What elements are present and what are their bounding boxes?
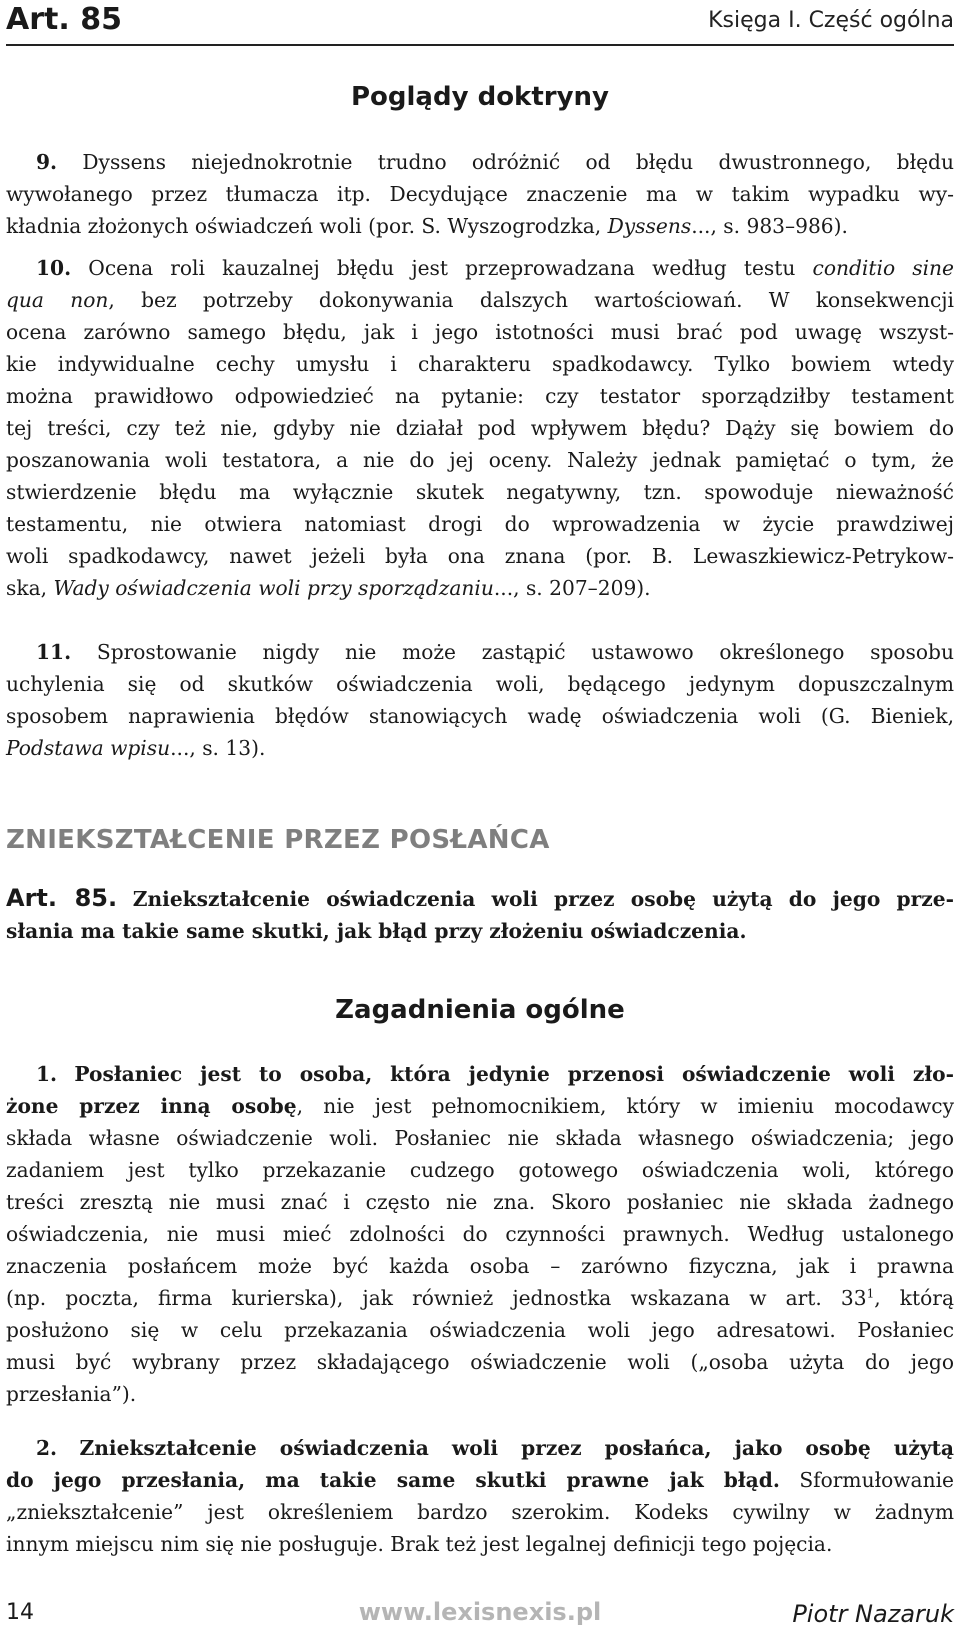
text-line: oświadczenia, nie musi mieć zdolności do czynności prawnych. Według ustalonego xyxy=(6,1222,954,1246)
author-name: Piotr Nazaruk xyxy=(792,1600,954,1628)
text-line: testamentu, nie otwiera natomiast drogi do wprowadzenia w życie prawdziwej xyxy=(6,512,954,536)
text-line: tej treści, czy też nie, gdyby nie działał pod wpływem błędu? Dąży się bowiem do xyxy=(6,416,954,440)
publisher-url: www.lexisnexis.pl xyxy=(358,1598,602,1626)
running-header xyxy=(6,0,954,46)
text-line: posłużono się w celu przekazania oświadczenia woli jego adresatowi. Posłaniec xyxy=(6,1318,954,1342)
general-issues-heading: Zagadnienia ogólne xyxy=(335,995,625,1025)
text-line: 11. Sprostowanie nigdy nie może zastąpić ustawowo określonego sposobu xyxy=(36,640,954,664)
document-page xyxy=(6,0,954,1640)
general-paragraph-2 xyxy=(6,1432,954,1560)
text-line: można prawidłowo odpowiedzieć na pytanie: czy testator sporządziłby testament xyxy=(6,384,954,408)
text-line: musi być wybrany przez składającego oświadczenie woli („osoba użyta do jego xyxy=(6,1350,954,1374)
text-line: kładnia złożonych oświadczeń woli (por. S. Wyszogrodzka, Dyssens..., s. 983–986). xyxy=(6,214,848,238)
paragraph-number: 10. xyxy=(36,256,72,280)
text-line: słania ma takie same skutki, jak błąd przy złożeniu oświadczenia. xyxy=(6,919,747,943)
text-line: 10. Ocena roli kauzalnej błędu jest przeprowadzana według testu conditio sine xyxy=(36,256,954,280)
text-line: Art. 85. Zniekształcenie oświadczenia woli przez osobę użytą do jego prze- xyxy=(6,884,954,912)
text-line: 1. Posłaniec jest to osoba, która jedynie przenosi oświadczenie woli zło- xyxy=(36,1062,954,1086)
text-line: woli spadkodawcy, nawet jeżeli była ona znana (por. B. Lewaszkiewicz-Petrykow- xyxy=(6,544,954,568)
doctrine-heading: Poglądy doktryny xyxy=(350,82,610,112)
text-line: treści zresztą nie musi znać i często nie zna. Skoro posłaniec nie składa żadnego xyxy=(6,1190,954,1214)
text-line: stwierdzenie błędu ma wyłącznie skutek negatywny, tzn. spowoduje nieważność xyxy=(6,480,954,504)
text-line: uchylenia się od skutków oświadczenia woli, będącego jedynym dopuszczalnym xyxy=(6,672,954,696)
text-line: zadaniem jest tylko przekazanie cudzego gotowego oświadczenia woli, którego xyxy=(6,1158,954,1182)
text-line: ocena zarówno samego błędu, jak i jego istotności musi brać pod uwagę wszyst- xyxy=(6,320,954,344)
text-line: sposobem naprawienia błędów stanowiących wadę oświadczenia woli (G. Bieniek, xyxy=(6,704,954,728)
header-article-number: Art. 85 xyxy=(6,2,122,37)
text-line: 2. Zniekształcenie oświadczenia woli przez posłańca, jako osobę użytą xyxy=(36,1436,954,1460)
text-line: przesłania”). xyxy=(6,1382,137,1406)
paragraph-9 xyxy=(6,146,954,242)
page-footer xyxy=(6,1596,954,1632)
section-heading: ZNIEKSZTAŁCENIE PRZEZ POSŁAŃCA xyxy=(6,825,550,855)
text-line: qua non, bez potrzeby dokonywania dalszych wartościowań. W konsekwencji xyxy=(6,288,954,312)
text-line: 9. Dyssens niejednokrotnie trudno odróżnić od błędu dwustronnego, błędu xyxy=(36,150,954,174)
paragraph-number: 1. xyxy=(36,1062,58,1086)
text-line: żone przez inną osobę, nie jest pełnomocnikiem, który w imieniu mocodawcy xyxy=(6,1094,955,1118)
paragraph-number: 11. xyxy=(36,640,72,664)
text-line: poszanowania woli testatora, a nie do jej oceny. Należy jednak pamiętać o tym, że xyxy=(6,448,954,472)
article-label: Art. 85. xyxy=(6,884,118,912)
text-line: innym miejscu nim się nie posługuje. Brak też jest legalnej definicji tego pojęcia. xyxy=(6,1532,833,1556)
general-paragraph-1 xyxy=(6,1058,954,1410)
superscript: 1 xyxy=(866,1286,875,1301)
text-line: wywołanego przez tłumacza itp. Decydujące znaczenie ma w takim wypadku wy- xyxy=(6,182,954,206)
text-line: (np. poczta, firma kurierska), jak również jednostka wskazana w art. $33^1$, którą xyxy=(6,1286,954,1310)
text-line: znaczenia posłańcem może być każda osoba – zarówno fizyczna, jak i prawna xyxy=(6,1254,954,1278)
text-line: Podstawa wpisu..., s. 13). xyxy=(6,736,266,760)
text-line: składa własne oświadczenie woli. Posłaniec nie składa własnego oświadczenia; jego xyxy=(6,1126,954,1150)
header-book-title: Księga I. Część ogólna xyxy=(708,8,954,33)
article-85-text xyxy=(6,882,954,947)
text-line: ska, Wady oświadczenia woli przy sporządzaniu..., s. 207–209). xyxy=(6,576,651,600)
text-line: „zniekształcenie” jest określeniem bardzo szerokim. Kodeks cywilny w żadnym xyxy=(6,1500,954,1524)
text-line: do jego przesłania, ma takie same skutki prawne jak błąd. Sformułowanie xyxy=(6,1468,954,1492)
text-line: kie indywidualne cechy umysłu i charakteru spadkodawcy. Tylko bowiem wtedy xyxy=(6,352,954,376)
paragraph-11 xyxy=(6,636,954,764)
paragraph-number: 2. xyxy=(36,1436,58,1460)
paragraph-10 xyxy=(6,252,954,604)
paragraph-number: 9. xyxy=(36,150,58,174)
page-number: 14 xyxy=(6,1600,34,1625)
